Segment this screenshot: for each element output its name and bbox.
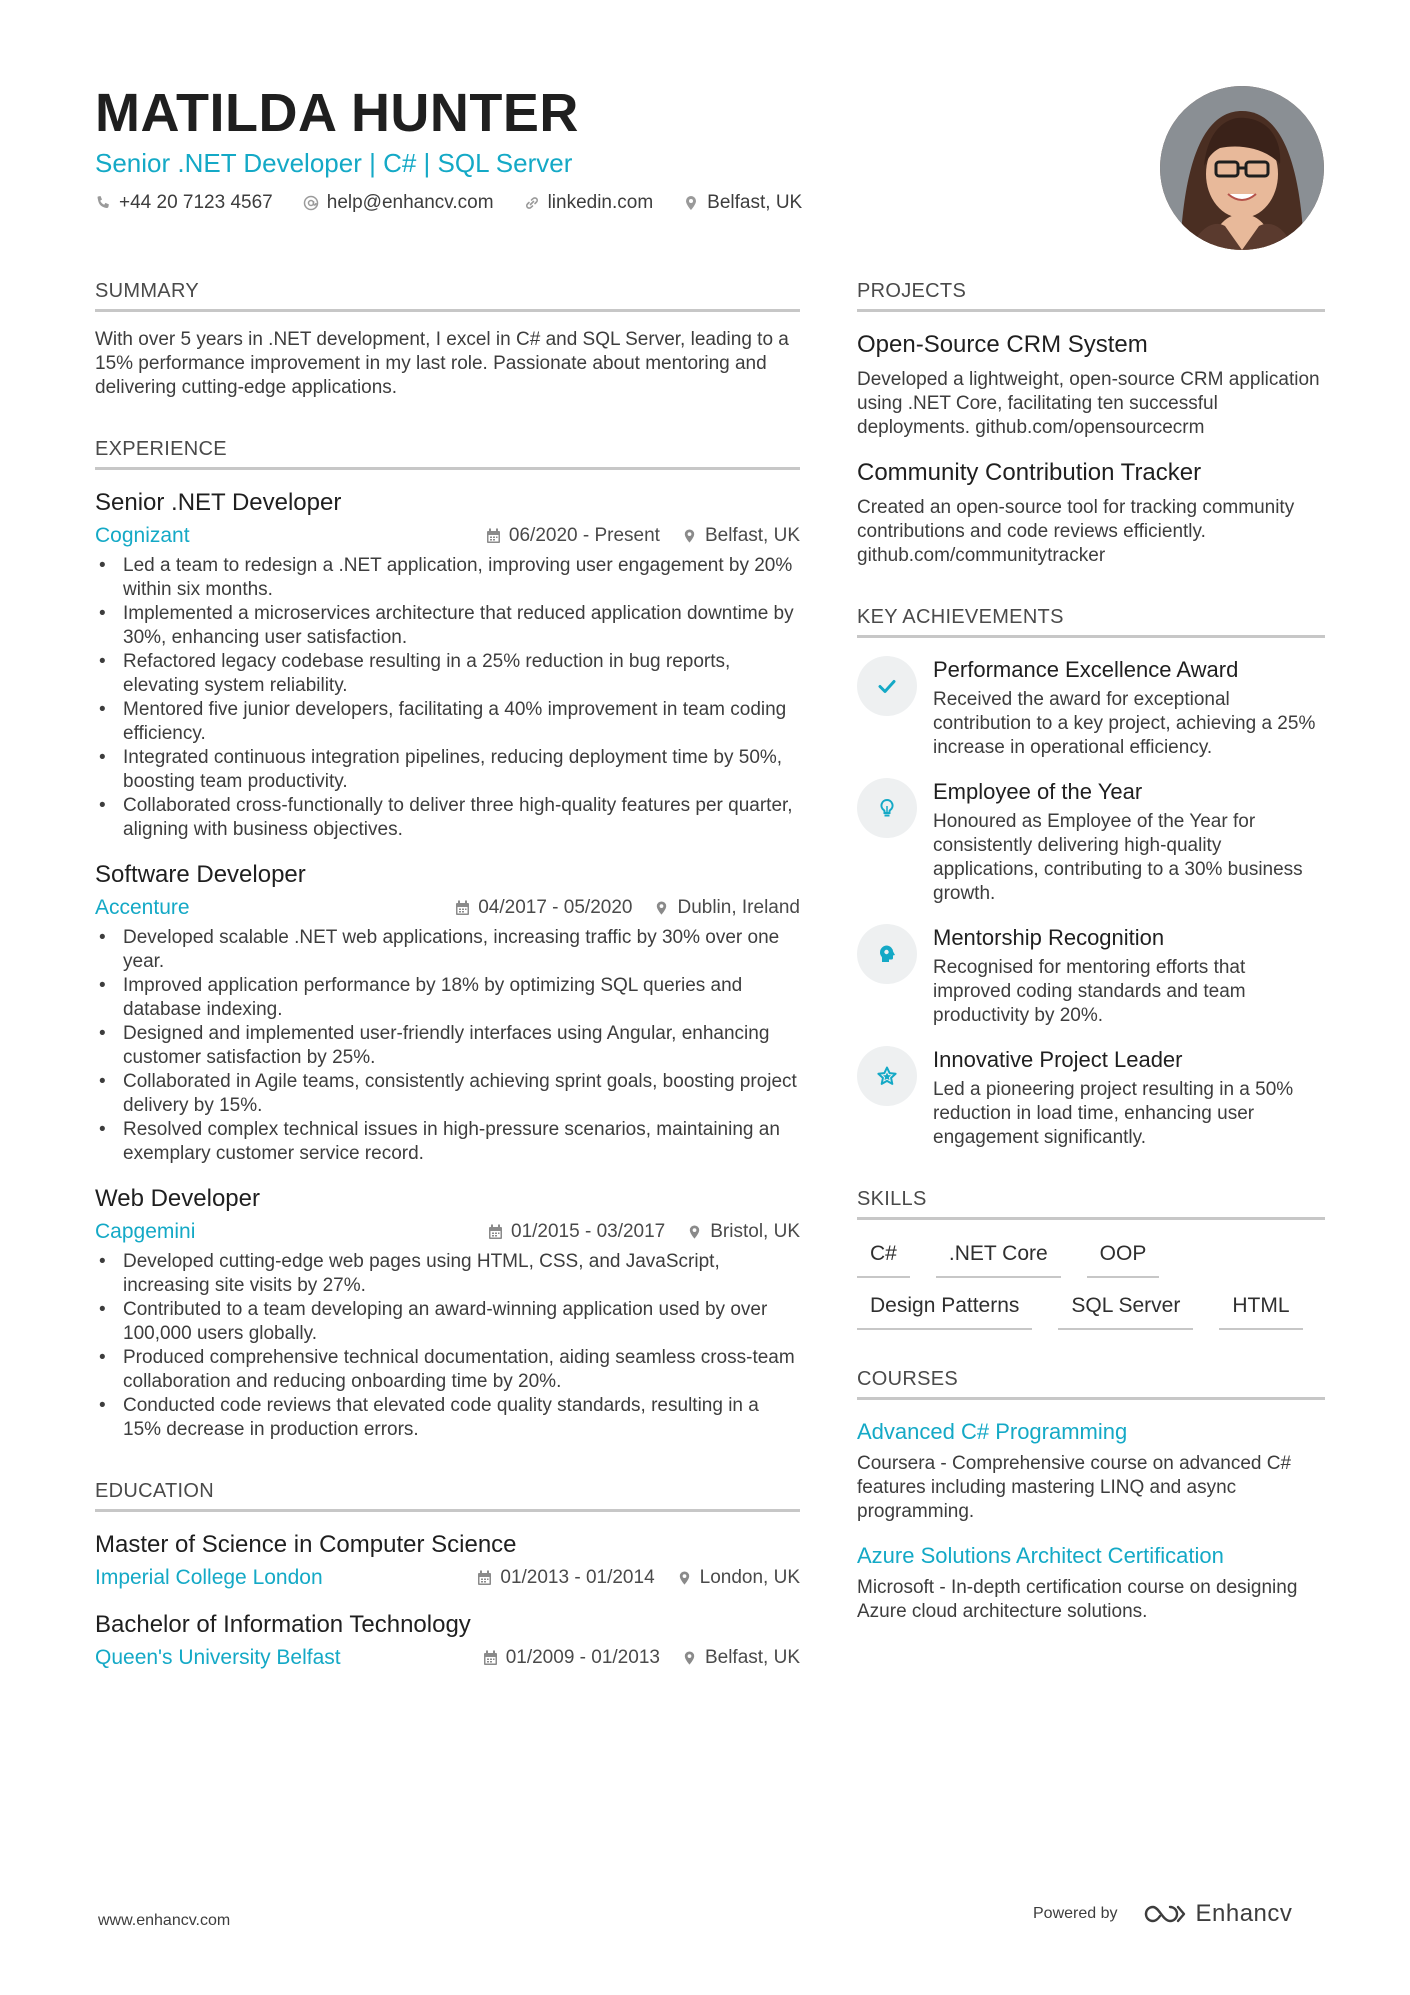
job-dates-text: 04/2017 - 05/2020 <box>478 897 633 918</box>
job-meta <box>95 522 800 550</box>
location-pin-icon <box>682 1650 697 1666</box>
project-description: Created an open-source tool for tracking community contributions and code reviews efficiently. github.com/communitytracker <box>857 497 1295 566</box>
contact-email[interactable] <box>303 192 494 214</box>
contact-location <box>683 192 802 214</box>
achievement-icon-wrap <box>857 1046 917 1106</box>
candidate-name: MATILDA HUNTER <box>95 83 579 143</box>
lightbulb-icon <box>876 797 898 819</box>
course-entry <box>857 1542 1325 1624</box>
experience-section <box>95 436 800 1442</box>
star-icon <box>876 1065 898 1087</box>
achievement-title: Innovative Project Leader <box>933 1047 1183 1072</box>
achievement-entry <box>857 924 1325 1028</box>
education-meta <box>95 1644 800 1672</box>
contact-phone <box>95 192 273 214</box>
list-item: • Integrated continuous integration pipelines, reducing deployment time by 50%, boosting team productivity. <box>95 746 800 794</box>
linkedin-text: linkedin.com <box>547 192 654 213</box>
list-item: • Collaborated cross-functionally to deliver three high-quality features per quarter, aligning with business objectives. <box>95 794 800 842</box>
list-item: • Improved application performance by 18% by optimizing SQL queries and database indexing. <box>95 974 800 1022</box>
job-location-text: Bristol, UK <box>710 1221 800 1242</box>
project-entry <box>857 330 1325 440</box>
achievement-icon-wrap <box>857 656 917 716</box>
list-item: • Refactored legacy codebase resulting in a 25% reduction in bug reports, elevating system reliability. <box>95 650 800 698</box>
course-title: Azure Solutions Architect Certification <box>857 1543 1224 1568</box>
skill-tag: C# <box>857 1240 910 1278</box>
section-title-experience: EXPERIENCE <box>95 436 800 470</box>
summary-text: With over 5 years in .NET development, I excel in C# and SQL Server, leading to a 15% performance improvement in my last role. Passionate about mentoring and delivering cutting-edge applications. <box>95 329 789 398</box>
company-name: Accenture <box>95 896 190 919</box>
education-dates-location <box>477 1567 800 1589</box>
calendar-icon <box>477 1570 492 1586</box>
resume-header <box>95 82 1155 214</box>
job-dates-location <box>488 1221 800 1243</box>
job-title: Senior .NET Developer <box>95 489 342 516</box>
email-text: help@enhancv.com <box>326 192 494 213</box>
skills-section <box>857 1186 1325 1330</box>
achievement-body <box>933 924 1325 1028</box>
achievement-title: Mentorship Recognition <box>933 925 1165 950</box>
at-icon <box>303 195 319 211</box>
achievement-title: Employee of the Year <box>933 779 1143 804</box>
job-location-text: Dublin, Ireland <box>677 897 800 918</box>
candidate-subtitle: Senior .NET Developer | C# | SQL Server <box>95 148 573 178</box>
education-entry <box>95 1610 800 1672</box>
skill-tag: HTML <box>1219 1292 1302 1330</box>
achievement-entry <box>857 656 1325 760</box>
location-text: Belfast, UK <box>707 192 803 213</box>
phone-icon <box>95 195 111 211</box>
project-title: Open-Source CRM System <box>857 331 1148 358</box>
head-icon <box>876 943 898 965</box>
list-item: • Resolved complex technical issues in high-pressure scenarios, maintaining an exemplary customer service record. <box>95 1118 800 1166</box>
courses-section <box>857 1366 1325 1624</box>
education-dates-location <box>483 1647 800 1669</box>
project-entry <box>857 458 1325 568</box>
location-pin-icon <box>687 1224 702 1240</box>
achievement-entry <box>857 1046 1325 1150</box>
list-item: • Designed and implemented user-friendly interfaces using Angular, enhancing customer satisfaction by 25%. <box>95 1022 800 1070</box>
job-dates <box>486 525 660 547</box>
list-item: • Conducted code reviews that elevated code quality standards, resulting in a 15% decrease in production errors. <box>95 1394 800 1442</box>
education-location-text: Belfast, UK <box>704 1647 800 1668</box>
job-location <box>687 1221 800 1243</box>
powered-by-label: Powered by <box>1033 1905 1118 1922</box>
footer-branding <box>1033 1900 1292 1928</box>
achievement-description: Honoured as Employee of the Year for consistently delivering high-quality applications, contributing to a 30% business growth. <box>933 811 1303 904</box>
location-pin-icon <box>654 900 669 916</box>
education-dates <box>483 1647 660 1669</box>
footer-website[interactable]: www.enhancv.com <box>98 1912 231 1929</box>
achievement-entry <box>857 778 1325 906</box>
skill-tag: Design Patterns <box>857 1292 1032 1330</box>
list-item: • Led a team to redesign a .NET application, improving user engagement by 20% within six months. <box>95 554 800 602</box>
degree-title: Master of Science in Computer Science <box>95 1531 517 1558</box>
education-location-text: London, UK <box>699 1567 800 1588</box>
course-entry <box>857 1418 1325 1524</box>
list-item: • Implemented a microservices architecture that reduced application downtime by 30%, enhancing user satisfaction. <box>95 602 800 650</box>
brand-name: Enhancv <box>1195 1900 1293 1927</box>
section-title-achievements: KEY ACHIEVEMENTS <box>857 604 1325 638</box>
project-description: Developed a lightweight, open-source CRM application using .NET Core, facilitating ten successful deployments. github.com/opensourcecrm <box>857 369 1320 438</box>
achievement-icon-wrap <box>857 924 917 984</box>
company-name: Cognizant <box>95 524 190 547</box>
list-item: • Developed cutting-edge web pages using HTML, CSS, and JavaScript, increasing site visits by 27%. <box>95 1250 800 1298</box>
education-dates <box>477 1567 654 1589</box>
section-title-skills: SKILLS <box>857 1186 1325 1220</box>
achievement-icon-wrap <box>857 778 917 838</box>
education-dates-text: 01/2013 - 01/2014 <box>500 1567 655 1588</box>
summary-section <box>95 278 800 400</box>
skill-tag: OOP <box>1087 1240 1160 1278</box>
achievement-body <box>933 778 1325 906</box>
achievement-body <box>933 1046 1325 1150</box>
education-entry <box>95 1530 800 1592</box>
brand-logo[interactable] <box>1142 1900 1293 1928</box>
achievements-section <box>857 604 1325 1150</box>
school-name: Imperial College London <box>95 1566 323 1589</box>
job-dates-text: 01/2015 - 03/2017 <box>511 1221 666 1242</box>
education-dates-text: 01/2009 - 01/2013 <box>505 1647 660 1668</box>
section-title-education: EDUCATION <box>95 1478 800 1512</box>
location-pin-icon <box>682 528 697 544</box>
section-title-courses: COURSES <box>857 1366 1325 1400</box>
location-pin-icon <box>683 195 699 211</box>
job-meta <box>95 894 800 922</box>
achievement-body <box>933 656 1325 760</box>
job-bullets <box>95 926 800 1166</box>
course-title: Advanced C# Programming <box>857 1419 1128 1444</box>
job-entry <box>95 860 800 1166</box>
education-meta <box>95 1564 800 1592</box>
phone-text: +44 20 7123 4567 <box>119 192 273 213</box>
calendar-icon <box>488 1224 503 1240</box>
right-column <box>857 278 1325 1660</box>
list-item: • Produced comprehensive technical documentation, aiding seamless cross-team collaboration and reducing onboarding time by 20%. <box>95 1346 800 1394</box>
achievement-title: Performance Excellence Award <box>933 657 1239 682</box>
job-location <box>682 525 800 547</box>
check-icon <box>876 675 898 697</box>
calendar-icon <box>455 900 470 916</box>
job-location <box>654 897 800 919</box>
location-pin-icon <box>677 1570 692 1586</box>
link-icon <box>524 195 540 211</box>
course-description: Coursera - Comprehensive course on advanced C# features including mastering LINQ and async programming. <box>857 1453 1292 1522</box>
education-location <box>677 1567 800 1589</box>
left-column <box>95 278 800 1708</box>
list-item: • Developed scalable .NET web applications, increasing traffic by 30% over one year. <box>95 926 800 974</box>
company-name: Capgemini <box>95 1220 196 1243</box>
enhancv-logo-icon <box>1142 1903 1188 1925</box>
list-item: • Mentored five junior developers, facilitating a 40% improvement in team coding efficiency. <box>95 698 800 746</box>
course-description: Microsoft - In-depth certification course on designing Azure cloud architecture solutions. <box>857 1577 1298 1622</box>
avatar <box>1160 86 1324 250</box>
job-title: Software Developer <box>95 861 306 888</box>
job-entry <box>95 488 800 842</box>
degree-title: Bachelor of Information Technology <box>95 1611 471 1638</box>
achievement-description: Led a pioneering project resulting in a 50% reduction in load time, enhancing user engagement significantly. <box>933 1079 1294 1148</box>
job-bullets <box>95 1250 800 1442</box>
job-location-text: Belfast, UK <box>704 525 800 546</box>
achievement-description: Received the award for exceptional contribution to a key project, achieving a 25% increase in operational efficiency. <box>933 689 1316 758</box>
skills-list <box>857 1240 1325 1330</box>
list-item: • Collaborated in Agile teams, consistently achieving sprint goals, boosting project delivery by 15%. <box>95 1070 800 1118</box>
job-dates <box>488 1221 665 1243</box>
job-dates-location <box>455 897 800 919</box>
job-dates-location <box>486 525 800 547</box>
achievement-description: Recognised for mentoring efforts that improved coding standards and team productivity by 20%. <box>933 957 1246 1026</box>
contact-bar <box>95 192 1155 214</box>
skill-tag: SQL Server <box>1058 1292 1193 1330</box>
job-dates-text: 06/2020 - Present <box>508 525 660 546</box>
job-title: Web Developer <box>95 1185 260 1212</box>
contact-linkedin[interactable] <box>524 192 654 214</box>
job-bullets <box>95 554 800 842</box>
project-title: Community Contribution Tracker <box>857 459 1202 486</box>
job-entry <box>95 1184 800 1442</box>
job-meta <box>95 1218 800 1246</box>
education-location <box>682 1647 800 1669</box>
calendar-icon <box>483 1650 498 1666</box>
job-dates <box>455 897 632 919</box>
section-title-projects: PROJECTS <box>857 278 1325 312</box>
list-item: • Contributed to a team developing an award-winning application used by over 100,000 users globally. <box>95 1298 800 1346</box>
projects-section <box>857 278 1325 568</box>
education-section <box>95 1478 800 1672</box>
calendar-icon <box>486 528 501 544</box>
section-title-summary: SUMMARY <box>95 278 800 312</box>
skill-tag: .NET Core <box>936 1240 1061 1278</box>
school-name: Queen's University Belfast <box>95 1646 341 1669</box>
